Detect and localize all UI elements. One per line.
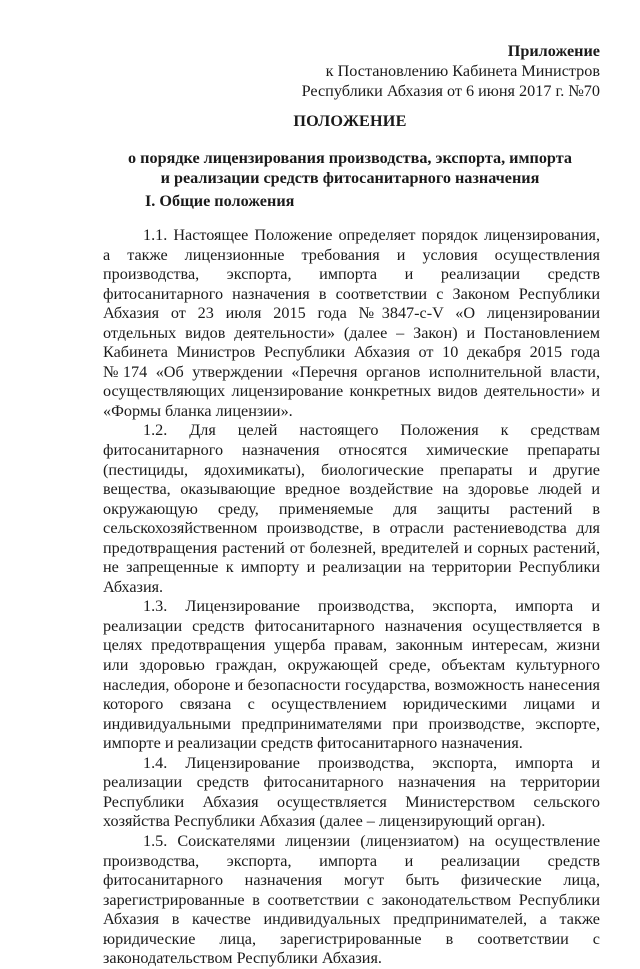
paragraph-1-1: 1.1. Настоящее Положение определяет порядок лицензирования, а также лицензионные требования и условия осуществления производства, экспорта, импорта и реализации средств фитосанитарного назначения в соответствии с Законом Республики Абхазия от 23 июля 2015 года №3847-с-V «О лицензировании отдельных видов деятельности» (далее – Закон) и Постановлением Кабинета Министров Республики Абхазия от 10 декабря 2015 года №174 «Об утверждении «Перечня органов исполнительной власти, осуществляющих лицензирование конкретных видов деятельности» и «Формы бланка лицензии». <box>103 226 600 420</box>
appendix-block <box>302 41 600 101</box>
section-heading: I. Общие положения <box>145 192 295 210</box>
appendix-line-1: к Постановлению Кабинета Министров <box>325 62 600 80</box>
appendix-title: Приложение <box>507 42 600 60</box>
paragraph-1-4: 1.4. Лицензирование производства, экспорта, импорта и реализации средств фитосанитарного назначения на территории Республики Абхазия осуществляется Министерством сельского хозяйства Республики Абхазия (далее – лицензирующий орган). <box>103 753 600 831</box>
paragraph-1-3: 1.3. Лицензирование производства, экспорта, импорта и реализации средств фитосанитарного назначения осуществляется в целях предотвращения ущерба правам, законным интересам, жизни или здоровью граждан, окружающей среде, объектам культурного наследия, обороне и безопасности государства, возможность нанесения которого связана с осуществлением юридическими лицами и индивидуальными предпринимателями при производстве, экспорте, импорте и реализации средств фитосанитарного назначения. <box>103 597 600 753</box>
subtitle-line-2: и реализации средств фитосанитарного назначения <box>160 169 540 187</box>
paragraph-1-5: 1.5. Соискателями лицензии (лицензиатом) на осуществление производства, экспорта, импорта и реализации средств фитосанитарного назначения могут быть физические лица, зарегистрированные в соответствии с законодательством Республики Абхазия в качестве индивидуальных предпринимателей, а также юридические лица, зарегистрированные в соответствии с законодательством Республики Абхазия. <box>103 831 600 968</box>
document-subtitle <box>100 148 600 188</box>
section-body <box>103 226 600 969</box>
subtitle-line-1: о порядке лицензирования производства, экспорта, импорта <box>128 149 572 167</box>
appendix-line-2: Республики Абхазия от 6 июня 2017 г. №70 <box>301 82 600 100</box>
document-title: ПОЛОЖЕНИЕ <box>293 112 407 130</box>
paragraph-1-2: 1.2. Для целей настоящего Положения к средствам фитосанитарного назначения относятся химические препараты (пестициды, ядохимикаты), биологические препараты и другие вещества, оказывающие вредное воздействие на здоровье людей и окружающую среду, применяемые для защиты растений в сельскохозяйственном производстве, в отрасли растениеводства для предотвращения растений от болезней, вредителей и сорных растений, не запрещенные к импорту и реализации на территории Республики Абхазия. <box>103 421 600 596</box>
